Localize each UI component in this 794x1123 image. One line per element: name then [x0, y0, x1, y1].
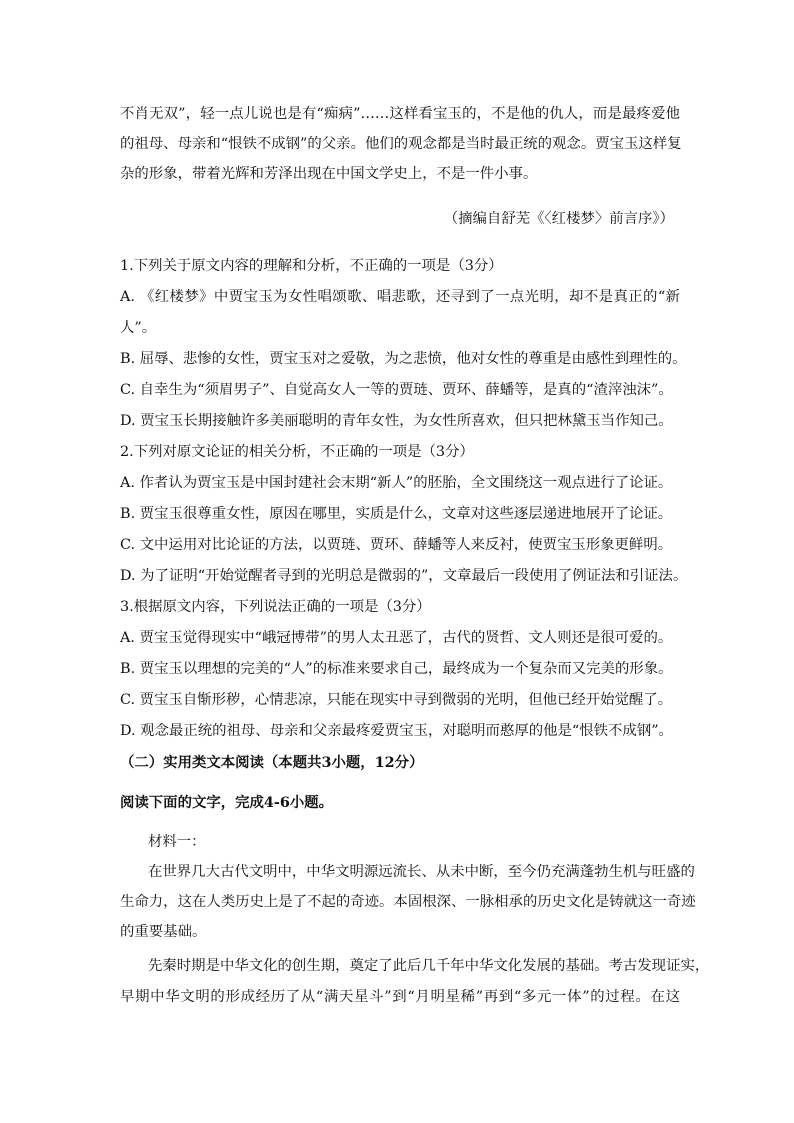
section-heading: （二）实用类文本阅读（本题共3小题，12分）	[120, 754, 424, 771]
material-p1-line-2: 生命力，这在人类历史上是了不起的奇迹。本固根深、一脉相承的历史文化是铸就这一奇迹	[120, 894, 696, 910]
question-1-option-d: D. 贾宝玉长期接触许多美丽聪明的青年女性，为女性所喜欢，但只把林黛玉当作知己。	[120, 413, 673, 429]
material-p1-line-1: 在世界几大古代文明中，中华文明源远流长、从未中断，至今仍充满蓬勃生机与旺盛的	[148, 864, 695, 880]
material-label: 材料一：	[148, 834, 206, 850]
question-1-option-b: B. 屈辱、悲惨的女性，贾宝玉对之爱敬，为之悲愤，他对女性的尊重是由感性到理性的。	[120, 351, 687, 367]
source-citation: （摘编自舒芜《〈红楼梦〉前言序》）	[443, 211, 674, 227]
material-p2-line-2: 早期中华文明的形成经历了从“满天星斗”到“月明星稀”再到“多元一体”的过程。在这	[120, 989, 680, 1005]
question-3-option-a: A. 贾宝玉觉得现实中“峨冠博带”的男人太丑恶了，古代的贤哲、文人则还是很可爱的。	[120, 630, 673, 646]
question-1-option-c: C. 自幸生为“须眉男子”、自觉高女人一等的贾琏、贾环、薛蟠等，是真的“渣滓浊沫”。	[120, 382, 673, 398]
passage-line-3: 杂的形象，带着光辉和芳泽出现在中国文学史上，不是一件小事。	[120, 166, 538, 182]
question-2-option-b: B. 贾宝玉很尊重女性，原因在哪里，实质是什么，文章对这些逐层递进地展开了论证。	[120, 506, 673, 522]
passage-line-2: 的祖母、母亲和“恨铁不成钢”的父亲。他们的观念都是当时最正统的观念。贾宝玉这样复	[120, 136, 682, 152]
question-2-option-c: C. 文中运用对比论证的方法，以贾琏、贾环、薛蟠等人来反衬，使贾宝玉形象更鲜明。	[120, 537, 673, 553]
question-2-option-d: D. 为了证明“开始觉醒者寻到的光明总是微弱的”，文章最后一段使用了例证法和引证法。	[120, 568, 688, 584]
question-1-option-a-cont: 人”。	[120, 320, 157, 336]
question-2-option-a: A. 作者认为贾宝玉是中国封建社会末期“新人”的胚胎，全文围绕这一观点进行了论证。	[120, 475, 673, 491]
question-2-stem: 2.下列对原文论证的相关分析，不正确的一项是（3分）	[120, 444, 474, 460]
question-3-option-d: D. 观念最正统的祖母、母亲和父亲最疼爱贾宝玉，对聪明而憨厚的他是“恨铁不成钢”。	[120, 723, 673, 739]
section-instruction: 阅读下面的文字，完成4-6小题。	[120, 794, 334, 811]
question-3-option-b: B. 贾宝玉以理想的完美的“人”的标准来要求自己，最终成为一个复杂而又完美的形象。	[120, 661, 673, 677]
material-p2-line-1: 先秦时期是中华文化的创生期，奠定了此后几千年中华文化发展的基础。考古发现证实，	[148, 958, 710, 974]
question-1-option-a: A. 《红楼梦》中贾宝玉为女性唱颂歌、唱悲歌，还寻到了一点光明，却不是真正的“新	[120, 289, 680, 305]
question-3-stem: 3.根据原文内容，下列说法正确的一项是（3分）	[120, 599, 431, 615]
question-1-stem: 1.下列关于原文内容的理解和分析，不正确的一项是（3分）	[120, 258, 503, 274]
passage-line-1: 不肖无双”，轻一点儿说也是有“痴病”……这样看宝玉的，不是他的仇人，而是最疼爱他	[120, 106, 680, 122]
question-3-option-c: C. 贾宝玉自惭形秽，心情悲凉，只能在现实中寻到微弱的光明，但他已经开始觉醒了。	[120, 692, 673, 708]
material-p1-line-3: 的重要基础。	[120, 924, 207, 940]
